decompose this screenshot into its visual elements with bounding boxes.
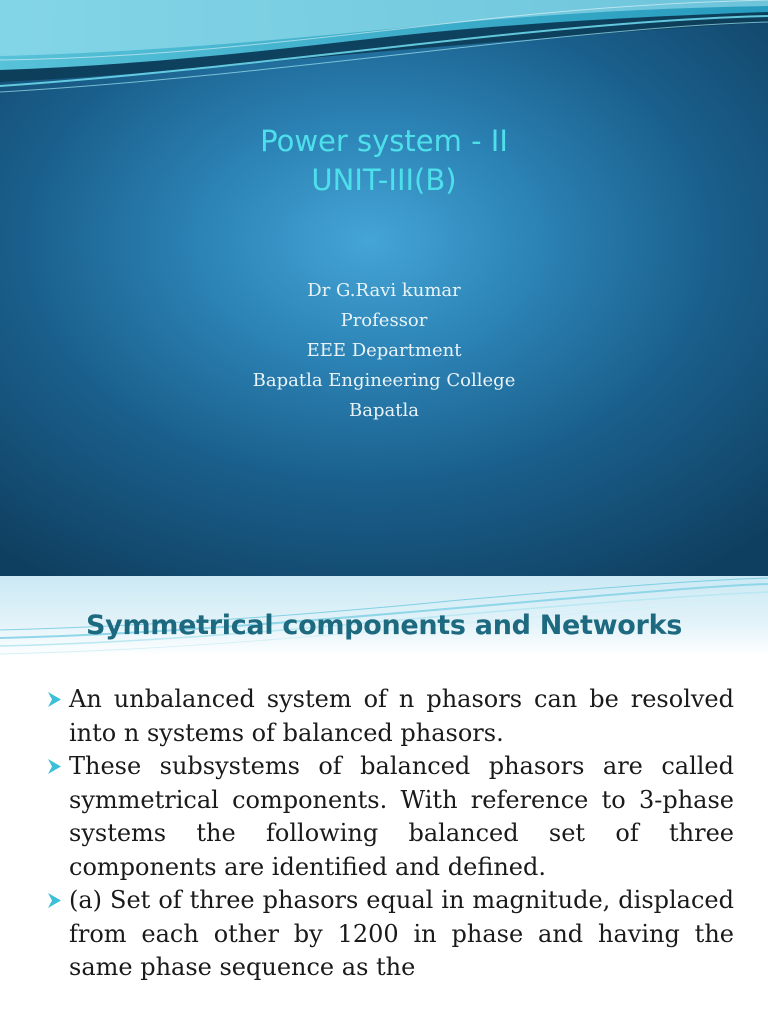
bullet-item [46,884,734,985]
subtitle-line: EEE Department [306,340,462,361]
slide-title: Symmetrical components and Networks [86,610,682,641]
arrow-bullet-icon [46,691,63,708]
bullet-text: These subsystems of balanced phasors are called symmetrical components. With reference to 3-phase systems the following balanced set of three components are identified and defined. [69,752,734,881]
bullet-text: (a) Set of three phasors equal in magnitude, displaced from each other by 1200 in phase and having the same phase sequence as the [69,886,734,981]
subtitle-line: Professor [340,310,428,331]
bullet-list [46,683,734,985]
arrow-bullet-icon [46,758,63,775]
content-slide [0,576,768,1024]
bullet-text: An unbalanced system of n phasors can be resolved into n systems of balanced phasors. [69,685,734,747]
arrow-bullet-icon [46,892,63,909]
title-line: Power system - II [260,124,508,158]
bullet-item [46,750,734,884]
title-line: UNIT-III(B) [311,163,457,197]
subtitle-line: Bapatla Engineering College [252,370,516,391]
bullet-item [46,683,734,750]
presentation-title [0,122,768,200]
subtitle-line: Dr G.Ravi kumar [307,280,461,301]
presentation-subtitle [0,276,768,426]
subtitle-line: Bapatla [349,400,419,421]
